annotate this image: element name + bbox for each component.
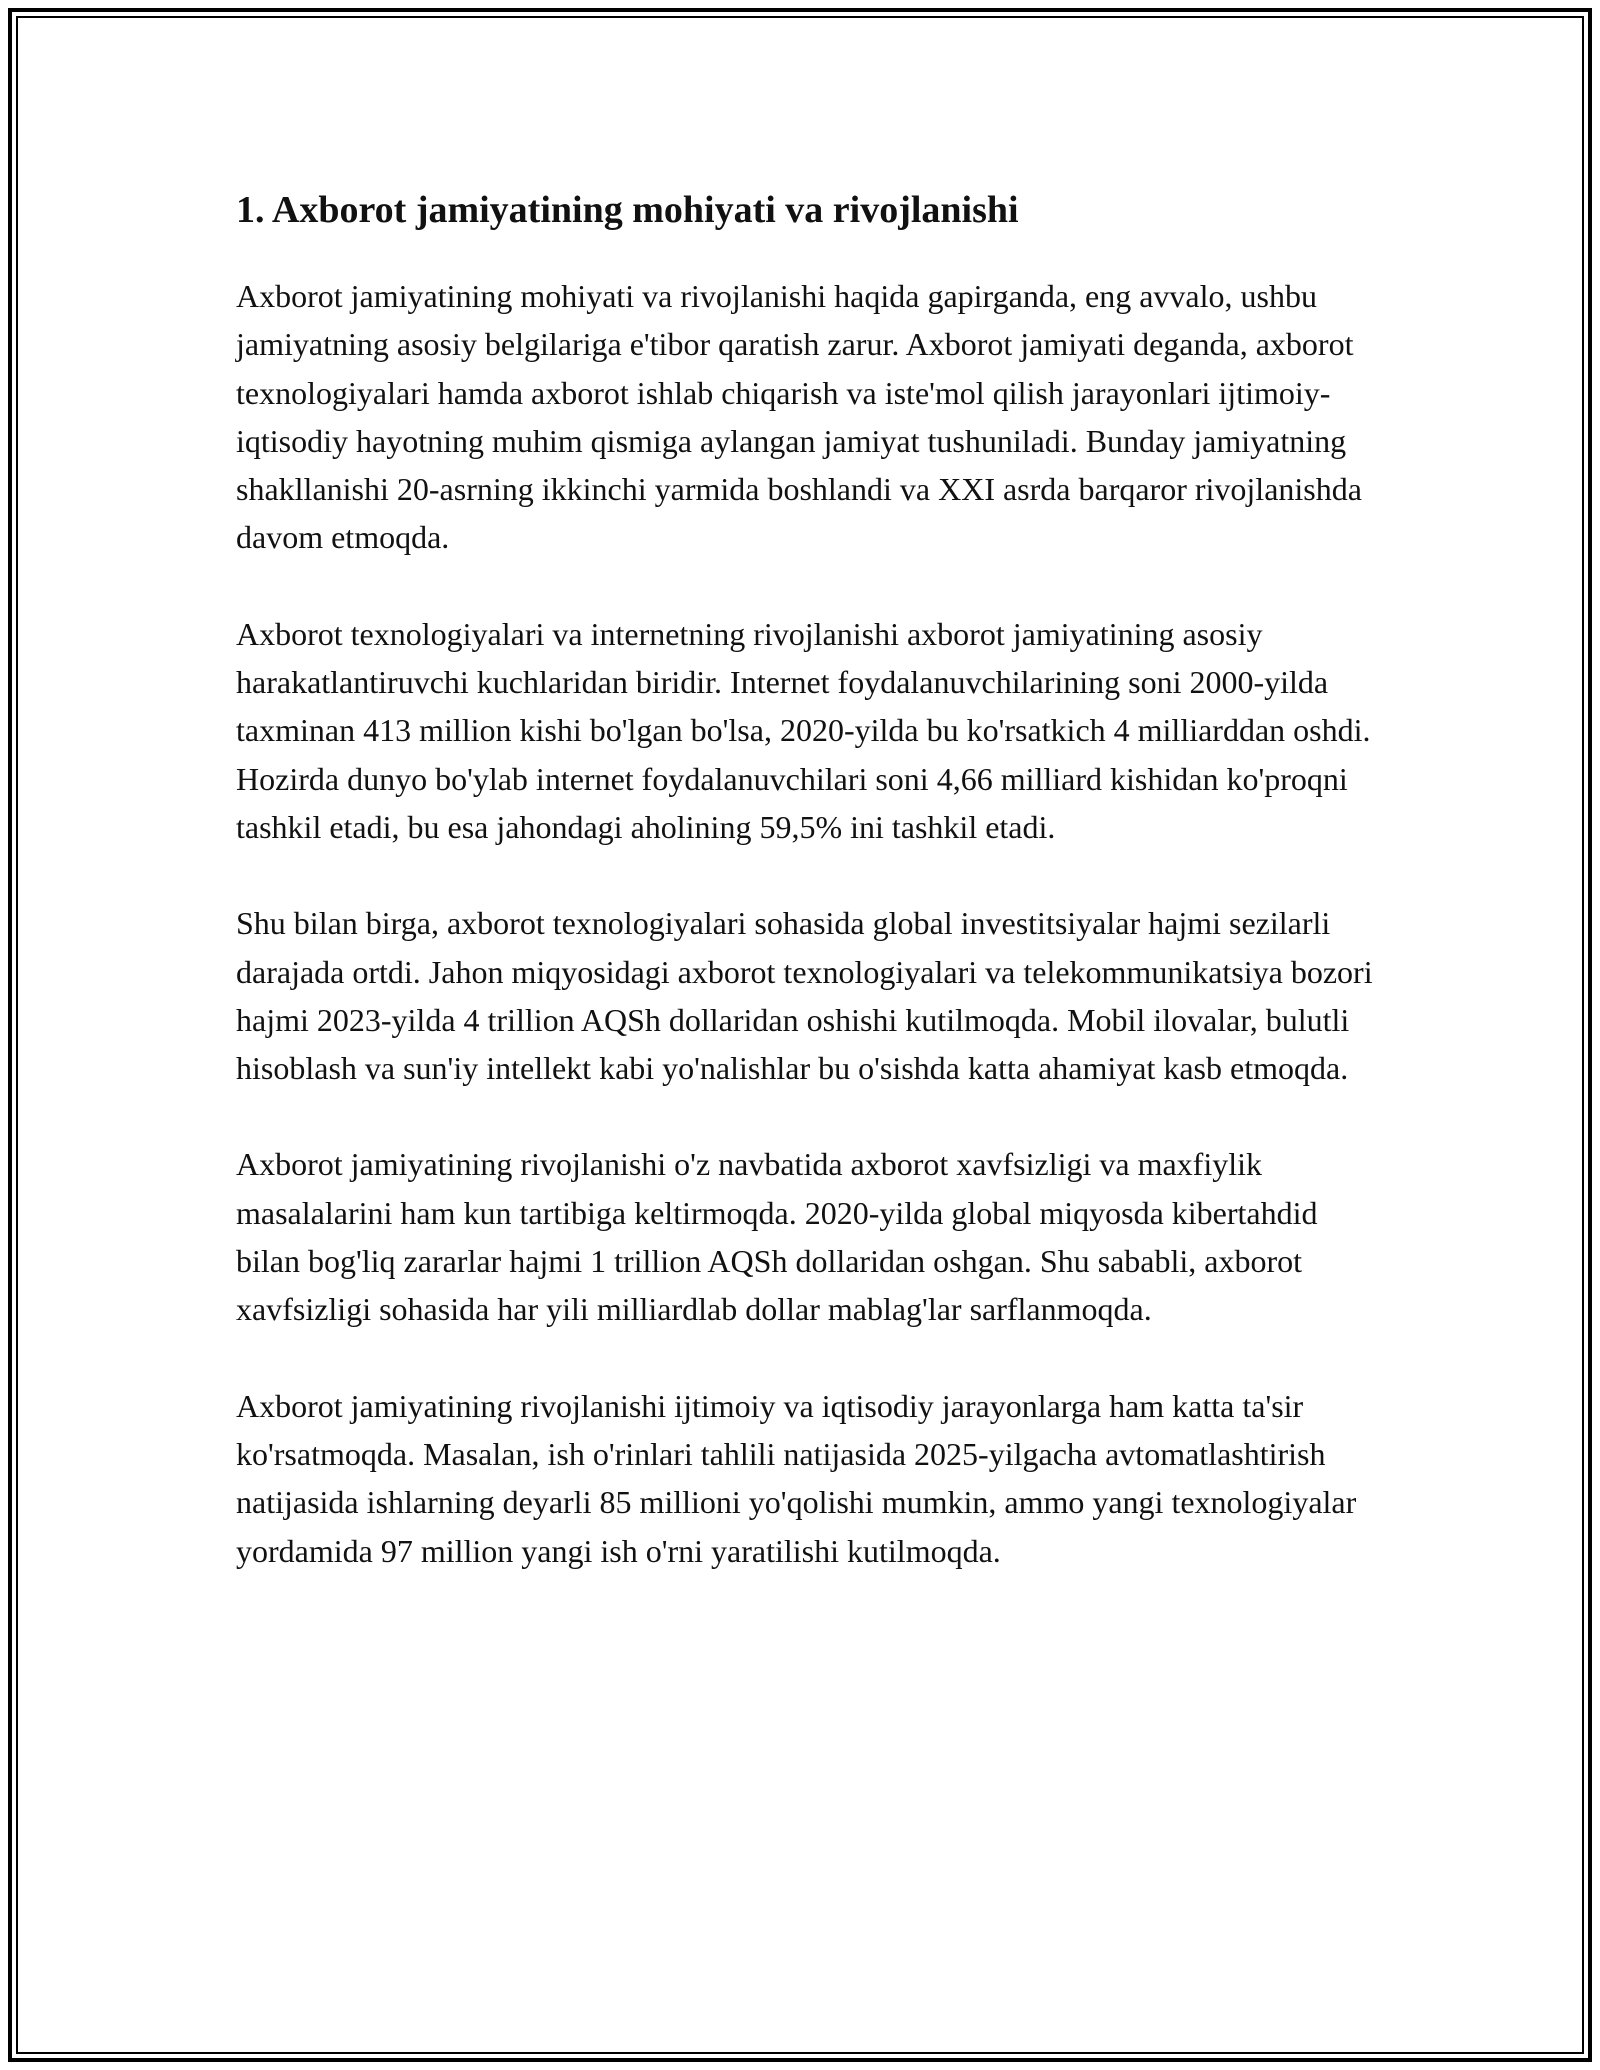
section-heading: 1. Axborot jamiyatining mohiyati va rivojlanishi xyxy=(236,189,1019,231)
document-body xyxy=(236,186,1376,1623)
paragraph-5: Axborot jamiyatining rivojlanishi ijtimoiy va iqtisodiy jarayonlarga ham katta ta'sir ko'rsatmoqda. Masalan, ish o'rinlari tahlili natijasida 2025-yilgacha avtomatlashtirish natijasida ishlarning deyarli 85 millioni yo'qolishi mumkin, ammo yangi texnologiyalar yordamida 97 million yangi ish o'rni yaratilishi kutilmoqda. xyxy=(236,1387,1357,1569)
paragraph-2: Axborot texnologiyalari va internetning rivojlanishi axborot jamiyatining asosiy harakatlantiruvchi kuchlaridan biridir. Internet foydalanuvchilarining soni 2000-yilda taxminan 413 million kishi bo'lgan bo'lsa, 2020-yilda bu ko'rsatkich 4 milliarddan oshdi. Hozirda dunyo bo'ylab internet foydalanuvchilari soni 4,66 milliard kishidan ko'proqni tashkil etadi, bu esa jahondagi aholining 59,5% ini tashkil etadi. xyxy=(236,615,1371,845)
paragraph-3: Shu bilan birga, axborot texnologiyalari sohasida global investitsiyalar hajmi sezilarli darajada ortdi. Jahon miqyosidagi axborot texnologiyalari va telekommunikatsiya bozori hajmi 2023-yilda 4 trillion AQSh dollaridan oshishi kutilmoqda. Mobil ilovalar, bulutli hisoblash va sun'iy intellekt kabi yo'nalishlar bu o'sishda katta ahamiyat kasb etmoqda. xyxy=(236,905,1373,1087)
paragraph-1: Axborot jamiyatining mohiyati va rivojlanishi haqida gapirganda, eng avvalo, ushbu jamiyatning asosiy belgilariga e'tibor qaratish zarur. Axborot jamiyati deganda, axborot texnologiyalari hamda axborot ishlab chiqarish va iste'mol qilish jarayonlari ijtimoiy-iqtisodiy hayotning muhim qismiga aylangan jamiyat tushuniladi. Bunday jamiyatning shakllanishi 20-asrning ikkinchi yarmida boshlandi va XXI asrda barqaror rivojlanishda davom etmoqda. xyxy=(236,278,1362,556)
paragraph-4: Axborot jamiyatining rivojlanishi o'z navbatida axborot xavfsizligi va maxfiylik masalalarini ham kun tartibiga keltirmoqda. 2020-yilda global miqyosda kibertahdid bilan bog'liq zararlar hajmi 1 trillion AQSh dollaridan oshgan. Shu sababli, axborot xavfsizligi sohasida har yili milliardlab dollar mablag'lar sarflanmoqda. xyxy=(236,1146,1318,1328)
